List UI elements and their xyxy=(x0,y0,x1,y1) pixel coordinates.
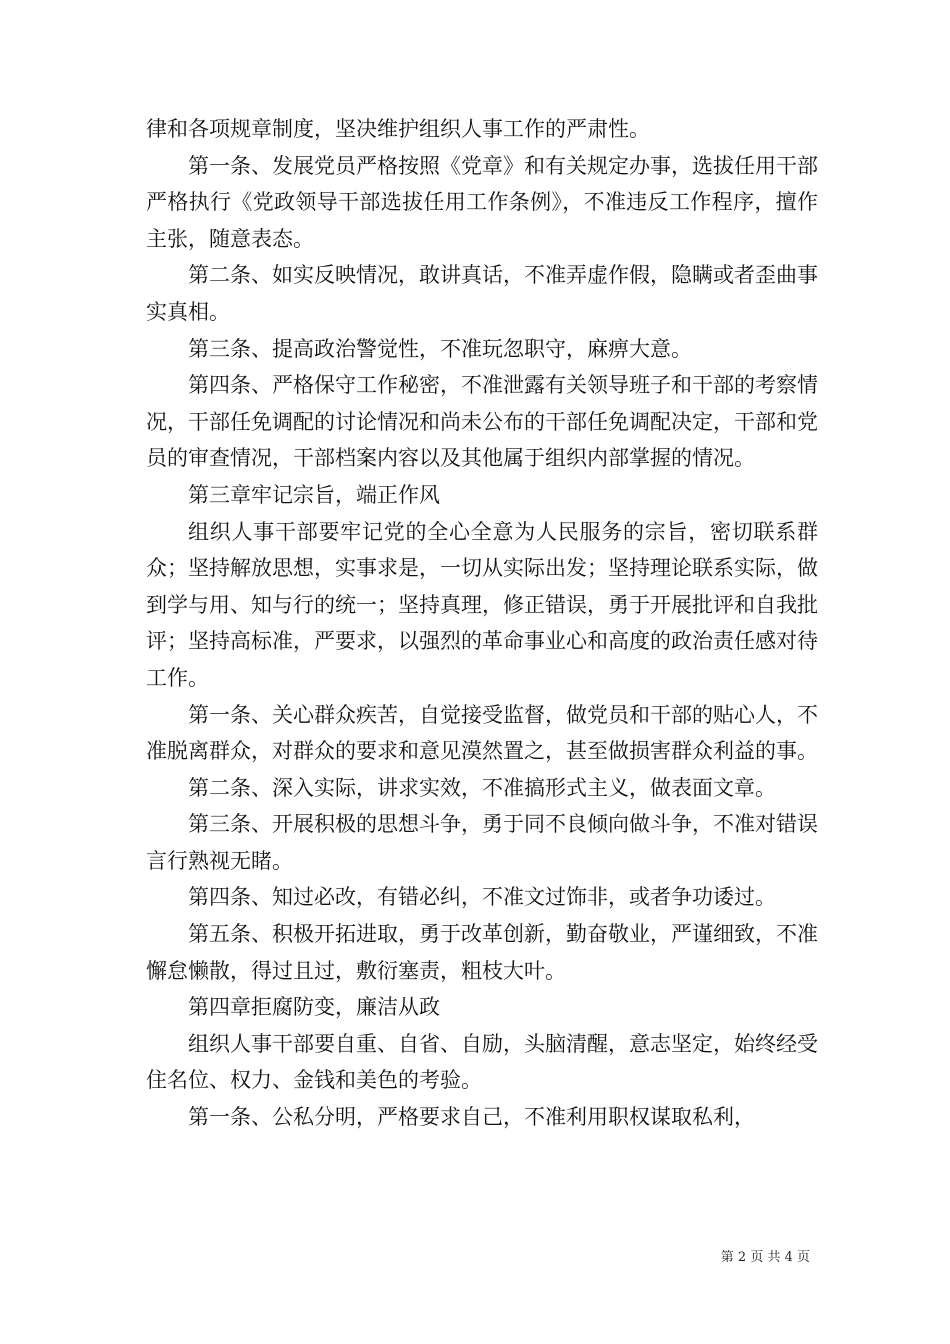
paragraph-chapter-4-article-1: 第一条、公私分明，严格要求自己，不准利用职权谋取私利， xyxy=(188,1105,755,1130)
paragraph-chapter-4-intro: 组织人事干部要自重、自省、自励，头脑清醒，意志坚定，始终经受住名位、权力、金钱和美色的考验。 xyxy=(146,1031,818,1093)
chapter-heading-4: 第四章拒腐防变，廉洁从政 xyxy=(188,995,440,1020)
page-number-footer: 第 2 页 共 4 页 xyxy=(720,1250,810,1265)
paragraph-chapter-3-article-2: 第二条、深入实际，讲求实效，不准搞形式主义，做表面文章。 xyxy=(188,775,776,800)
paragraph-chapter-3-article-1: 第一条、关心群众疾苦，自觉接受监督，做党员和干部的贴心人，不准脱离群众，对群众的要求和意见漠然置之，甚至做损害群众利益的事。 xyxy=(146,702,818,764)
paragraph-chapter-3-intro: 组织人事干部要牢记党的全心全意为人民服务的宗旨，密切联系群众；坚持解放思想，实事求是，一切从实际出发；坚持理论联系实际，做到学与用、知与行的统一；坚持真理，修正错误，勇于开展批评和自我批评；坚持高标准，严要求，以强烈的革命事业心和高度的政治责任感对待工作。 xyxy=(146,519,818,690)
paragraph-continuation: 律和各项规章制度，坚决维护组织人事工作的严肃性。 xyxy=(146,117,650,141)
paragraph-chapter-3-article-4: 第四条、知过必改，有错必纠，不准文过饰非，或者争功诿过。 xyxy=(188,885,776,910)
paragraph-chapter-3-article-3: 第三条、开展积极的思想斗争，勇于同不良倾向做斗争，不准对错误言行熟视无睹。 xyxy=(146,812,818,873)
paragraph-article-4: 第四条、严格保守工作秘密，不准泄露有关领导班子和干部的考察情况，干部任免调配的讨论情况和尚未公布的干部任免调配决定，干部和党员的审查情况，干部档案内容以及其他属于组织内部掌握的情况。 xyxy=(146,373,818,471)
document-body xyxy=(146,111,818,1136)
paragraph-article-2: 第二条、如实反映情况，敢讲真话，不准弄虚作假，隐瞒或者歪曲事实真相。 xyxy=(146,263,818,324)
paragraph-article-1: 第一条、发展党员严格按照《党章》和有关规定办事，选拔任用干部严格执行《党政领导干部选拔任用工作条例》，不准违反工作程序，擅作主张，随意表态。 xyxy=(146,153,818,251)
paragraph-article-3: 第三条、提高政治警觉性，不准玩忽职守，麻痹大意。 xyxy=(188,336,692,361)
paragraph-chapter-3-article-5: 第五条、积极开拓进取，勇于改革创新，勤奋敬业，严谨细致，不准懈怠懒散，得过且过，敷衍塞责，粗枝大叶。 xyxy=(146,922,818,983)
chapter-heading-3: 第三章牢记宗旨，端正作风 xyxy=(188,482,440,507)
